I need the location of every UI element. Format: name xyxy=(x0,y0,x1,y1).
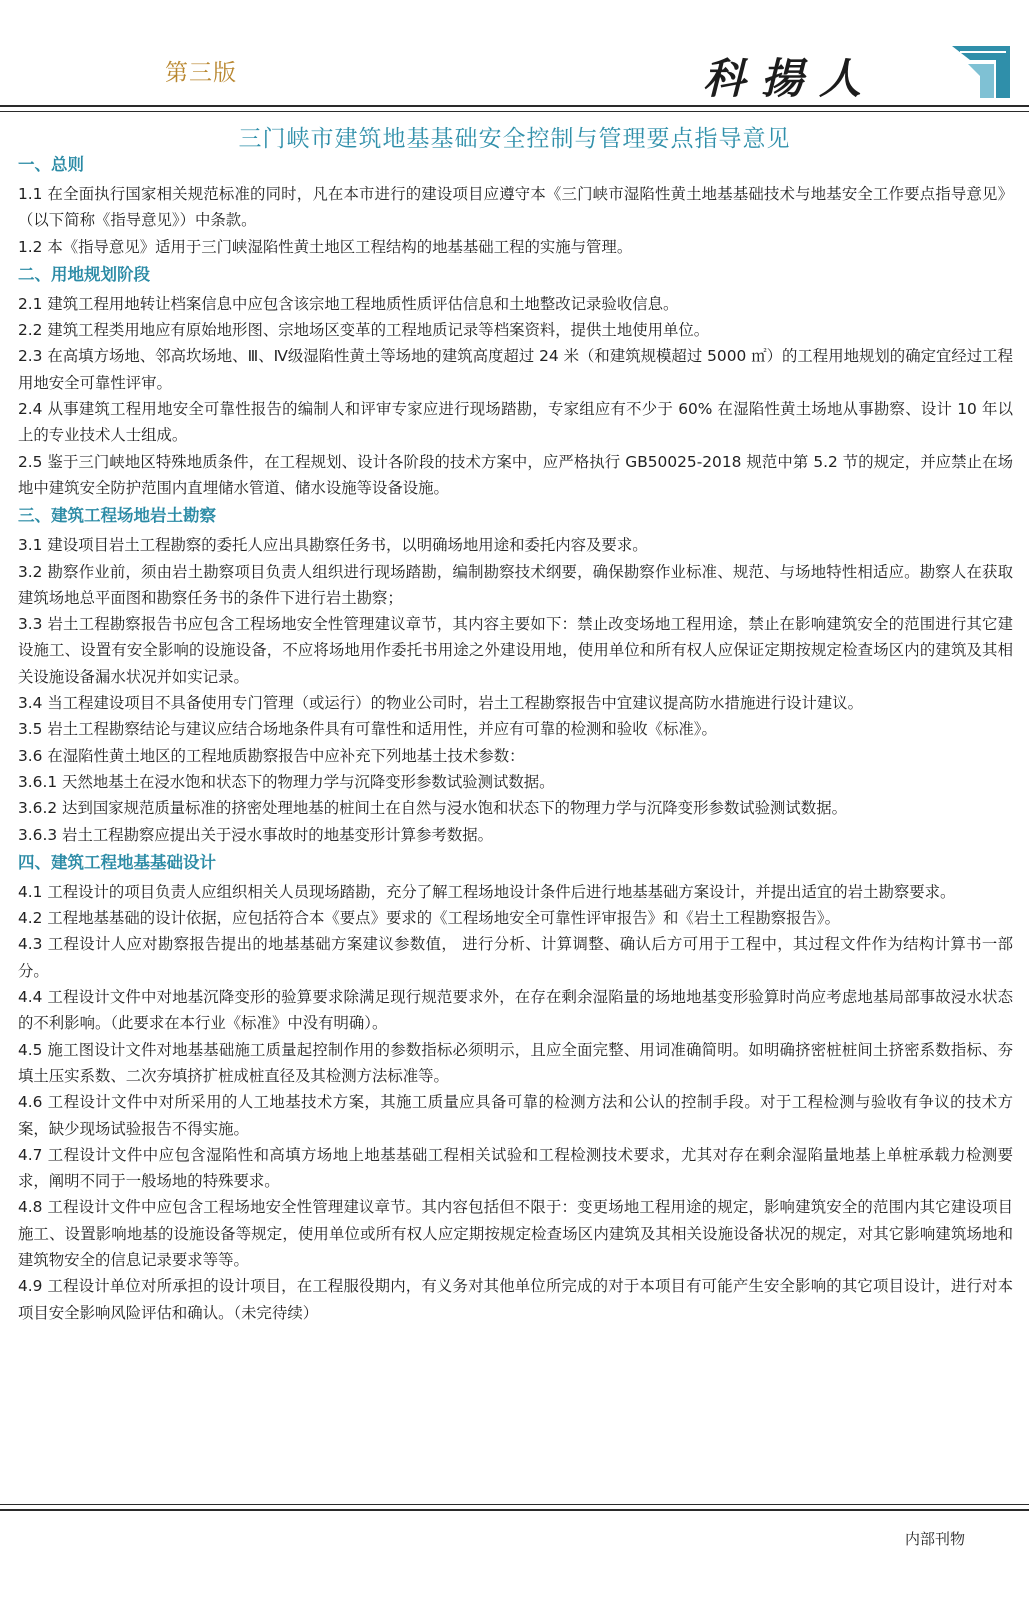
paragraph: 4.2 工程地基基础的设计依据，应包括符合本《要点》要求的《工程场地安全可靠性评审报告》和《岩土工程勘察报告》。 xyxy=(18,909,840,928)
brand-name: 科揚人 xyxy=(703,54,878,103)
paragraph: 1.2 本《指导意见》适用于三门峡湿陷性黄土地区工程结构的地基基础工程的实施与管理。 xyxy=(18,237,633,256)
document-body xyxy=(18,150,1013,1326)
paragraph: 3.2 勘察作业前，须由岩土勘察项目负责人组织进行现场踏勘，编制勘察技术纲要，确保勘察作业标准、规范、与场地特性相适应。勘察人在获取建筑场地总平面图和勘察任务书的条件下进行岩土勘察； xyxy=(18,562,1013,607)
header-rule-thick xyxy=(0,105,1029,107)
section-heading: 二、用地规划阶段 xyxy=(18,264,150,284)
paragraph: 2.5 鉴于三门峡地区特殊地质条件，在工程规划、设计各阶段的技术方案中，应严格执行 GB50025-2018 规范中第 5.2 节的规定，并应禁止在场地中建筑安全防护范围内直埋储水管道、储水设施等设备设施。 xyxy=(18,452,1013,497)
paragraph: 4.4 工程设计文件中对地基沉降变形的验算要求除满足现行规范要求外，在存在剩余湿陷量的场地地基变形验算时尚应考虑地基局部事故浸水状态的不利影响。（此要求在本行业《标准》中没有明确）。 xyxy=(18,988,1013,1033)
paragraph: 3.6.2 达到国家规范质量标准的挤密处理地基的桩间土在自然与浸水饱和状态下的物理力学与沉降变形参数试验测试数据。 xyxy=(18,799,847,818)
paragraph: 4.1 工程设计的项目负责人应组织相关人员现场踏勘，充分了解工程场地设计条件后进行地基基础方案设计，并提出适宜的岩土勘察要求。 xyxy=(18,882,956,901)
section-heading: 三、建筑工程场地岩土勘察 xyxy=(18,506,216,526)
paragraph: 3.5 岩土工程勘察结论与建议应结合场地条件具有可靠性和适用性，并应有可靠的检测和验收《标准》。 xyxy=(18,720,717,739)
section-heading: 四、建筑工程地基基础设计 xyxy=(18,852,216,872)
paragraph: 4.5 施工图设计文件对地基基础施工质量起控制作用的参数指标必须明示，且应全面完整、用词准确简明。如明确挤密桩桩间土挤密系数指标、夯填土压实系数、二次夯填挤扩桩成桩直径及其检测方法标准等。 xyxy=(18,1040,1013,1085)
footer-rule-thin xyxy=(0,1504,1029,1505)
paragraph: 2.1 建筑工程用地转让档案信息中应包含该宗地工程地质性质评估信息和土地整改记录验收信息。 xyxy=(18,294,679,313)
paragraph: 4.9 工程设计单位对所承担的设计项目，在工程服役期内，有义务对其他单位所完成的对于本项目有可能产生安全影响的其它项目设计，进行对本项目安全影响风险评估和确认。（未完待续） xyxy=(18,1277,1013,1322)
page-header xyxy=(0,0,1029,110)
paragraph: 2.4 从事建筑工程用地安全可靠性报告的编制人和评审专家应进行现场踏勘，专家组应有不少于 60% 在湿陷性黄土场地从事勘察、设计 10 年以上的专业技术人士组成。 xyxy=(18,400,1013,445)
paragraph: 3.1 建设项目岩土工程勘察的委托人应出具勘察任务书，以明确场地用途和委托内容及要求。 xyxy=(18,536,648,555)
paragraph: 4.6 工程设计文件中对所采用的人工地基技术方案，其施工质量应具备可靠的检测方法和公认的控制手段。对于工程检测与验收有争议的技术方案，缺少现场试验报告不得实施。 xyxy=(18,1093,1013,1138)
section-heading: 一、总则 xyxy=(18,155,84,174)
page-title: 三门峡市建筑地基基础安全控制与管理要点指导意见 xyxy=(238,126,791,152)
paragraph: 1.1 在全面执行国家相关规范标准的同时，凡在本市进行的建设项目应遵守本《三门峡市湿陷性黄土地基基础技术与地基安全工作要点指导意见》（以下简称《指导意见》）中条款。 xyxy=(18,185,1013,230)
paragraph: 2.2 建筑工程类用地应有原始地形图、宗地场区变革的工程地质记录等档案资料，提供土地使用单位。 xyxy=(18,321,710,340)
edition-label: 第三版 xyxy=(165,60,237,86)
paragraph: 3.4 当工程建设项目不具备使用专门管理（或运行）的物业公司时，岩土工程勘察报告中宜建议提高防水措施进行设计建议。 xyxy=(18,694,864,713)
paragraph: 3.6.3 岩土工程勘察应提出关于浸水事故时的地基变形计算参考数据。 xyxy=(18,825,493,844)
footer-rule-thick xyxy=(0,1509,1029,1511)
paragraph: 4.7 工程设计文件中应包含湿陷性和高填方场地上地基基础工程相关试验和工程检测技术要求，尤其对存在剩余湿陷量地基上单桩承载力检测要求，阐明不同于一般场地的特殊要求。 xyxy=(18,1145,1013,1191)
paragraph: 4.3 工程设计人应对勘察报告提出的地基基础方案建议参数值， 进行分析、计算调整、确认后方可用于工程中，其过程文件作为结构计算书一部分。 xyxy=(18,935,1013,980)
footer-label: 内部刊物 xyxy=(905,1530,966,1548)
paragraph: 3.3 岩土工程勘察报告书应包含工程场地安全性管理建议章节，其内容主要如下：禁止改变场地工程用途，禁止在影响建筑安全的范围进行其它建设施工、设置有安全影响的设施设备，不应将场地用作委托书用途之外建设用地，使用单位和所有权人应保证定期按规定检查场区内的建筑及其相关设施设备漏水状况并如实记录。 xyxy=(18,615,1013,686)
paragraph: 3.6.1 天然地基土在浸水饱和状态下的物理力学与沉降变形参数试验测试数据。 xyxy=(18,772,555,791)
paragraph: 2.3 在高填方场地、邻高坎场地、Ⅲ、Ⅳ级湿陷性黄土等场地的建筑高度超过 24 米（和建筑规模超过 5000 ㎡）的工程用地规划的确定宜经过工程用地安全可靠性评审。 xyxy=(18,347,1013,392)
paragraph: 4.8 工程设计文件中应包含工程场地安全性管理建议章节。其内容包括但不限于：变更场地工程用途的规定，影响建筑安全的范围内其它建设项目施工、设置影响地基的设施设备等规定，使用单位或所有权人应定期按规定检查场区内建筑及其相关设施设备状况的规定，对其它影响建筑场地和建筑物安全的信息记录要求等等。 xyxy=(18,1198,1013,1269)
kyr-logo-icon xyxy=(950,42,1012,100)
paragraph: 3.6 在湿陷性黄土地区的工程地质勘察报告中应补充下列地基土技术参数： xyxy=(18,746,525,765)
header-rule-thin xyxy=(0,111,1029,112)
